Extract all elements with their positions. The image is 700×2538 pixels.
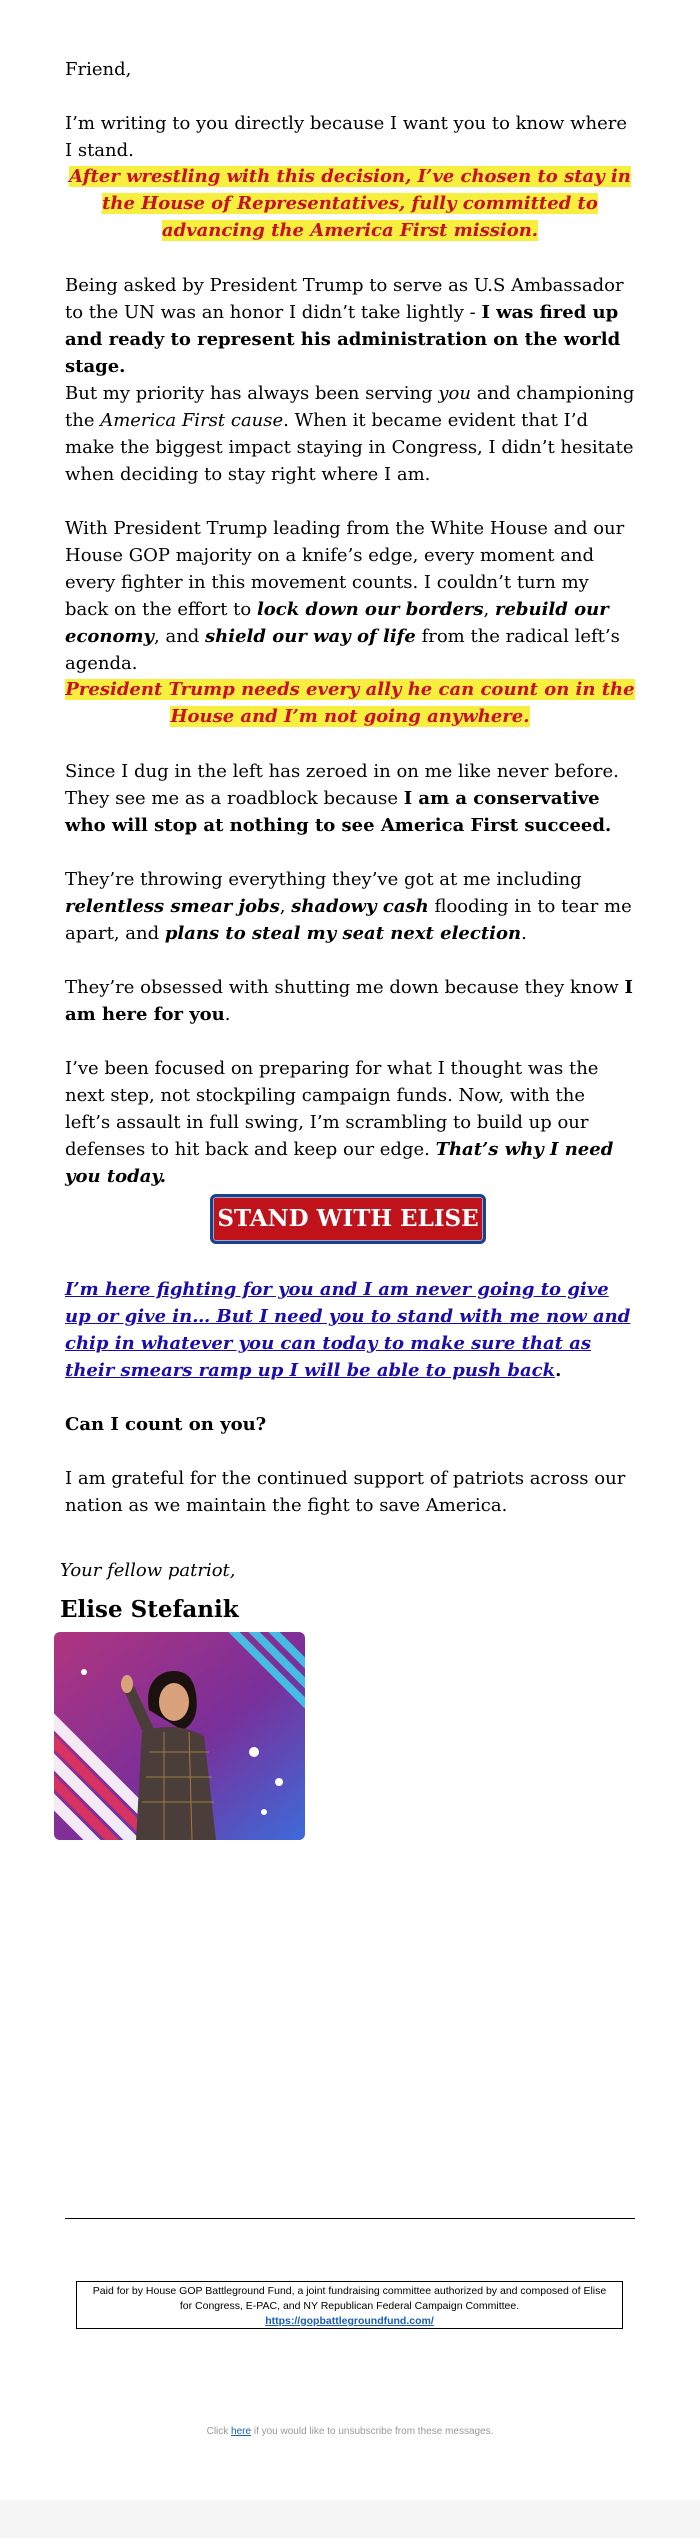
disclaimer-link[interactable]: https://gopbattlegroundfund.com/: [265, 2315, 434, 2327]
paragraph-smear: They’re throwing everything they’ve got at me including relentless smear jobs, shadowy cash flooding in to tear me apart, and plans to steal my seat next election.: [65, 869, 632, 944]
footer-band: [0, 2500, 700, 2538]
highlight-stay-in-house: After wrestling with this decision, I’ve chosen to stay in the House of Representatives, fully committed to advancing the America First mission.: [69, 166, 631, 241]
donate-link-paragraph: I’m here fighting for you and I am never going to give up or give in… But I need you to stand with me now and chip in whatever you can today to make sure that as their smears ramp up I will be able to push back.: [65, 1279, 631, 1381]
paragraph-roadblock: Since I dug in the left has zeroed in on me like never before. They see me as a roadblock because I am a conservative who will stop at nothing to see America First succeed.: [65, 761, 619, 836]
paid-for-disclaimer: [76, 2281, 623, 2329]
signature-name: Elise Stefanik: [60, 1596, 239, 1623]
stand-with-elise-button[interactable]: STAND WITH ELISE: [210, 1194, 486, 1244]
unsubscribe-line: Click here if you would like to unsubscribe from these messages.: [206, 2426, 494, 2437]
unsubscribe-link[interactable]: here: [231, 2426, 252, 2437]
highlight-not-going-anywhere: President Trump needs every ally he can count on in the House and I’m not going anywhere.: [65, 679, 635, 727]
candidate-photo: [54, 1632, 305, 1840]
paragraph-preparing: I’ve been focused on preparing for what I thought was the next step, not stockpiling campaign funds. Now, with the left’s assault in full swing, I’m scrambling to build up our defenses to hit back and keep our edge. That’s why I need you today.: [65, 1058, 614, 1187]
disclaimer-text: Paid for by House GOP Battleground Fund, a joint fundraising committee authorized by and composed of Elise for Congress, E-PAC, and NY Republican Federal Campaign Committee.: [92, 2285, 607, 2312]
closing-paragraph: I am grateful for the continued support of patriots across our nation as we maintain the fight to save America.: [65, 1468, 626, 1516]
paragraph-priority: But my priority has always been serving you and championing the America First cause. When it became evident that I’d make the biggest impact staying in Congress, I didn’t hesitate when deciding to stay right where I am.: [65, 383, 635, 485]
greeting: Friend,: [65, 59, 132, 80]
candidate-photo-illustration: [54, 1632, 305, 1840]
paragraph-majority: With President Trump leading from the White House and our House GOP majority on a knife’s edge, every moment and every fighter in this movement counts. I couldn’t turn my back on the effort to lock down our borders, rebuild our economy, and shield our way of life from the radical left’s agenda.: [65, 518, 625, 674]
signature-closing: Your fellow patriot,: [60, 1560, 236, 1581]
intro-paragraph: I’m writing to you directly because I want you to know where I stand.: [65, 113, 628, 161]
donate-link[interactable]: I’m here fighting for you and I am never going to give up or give in… But I need you to stand with me now and chip in whatever you can today to make sure that as their smears ramp up I will be able to push back: [65, 1279, 631, 1381]
paragraph-un-ambassador: Being asked by President Trump to serve as U.S Ambassador to the UN was an honor I didn’t take lightly - I was fired up and ready to represent his administration on the world stage.: [65, 275, 624, 377]
question: Can I count on you?: [65, 1414, 267, 1435]
footer-divider: [65, 2218, 635, 2219]
paragraph-obsessed: They’re obsessed with shutting me down because they know I am here for you.: [65, 977, 633, 1025]
